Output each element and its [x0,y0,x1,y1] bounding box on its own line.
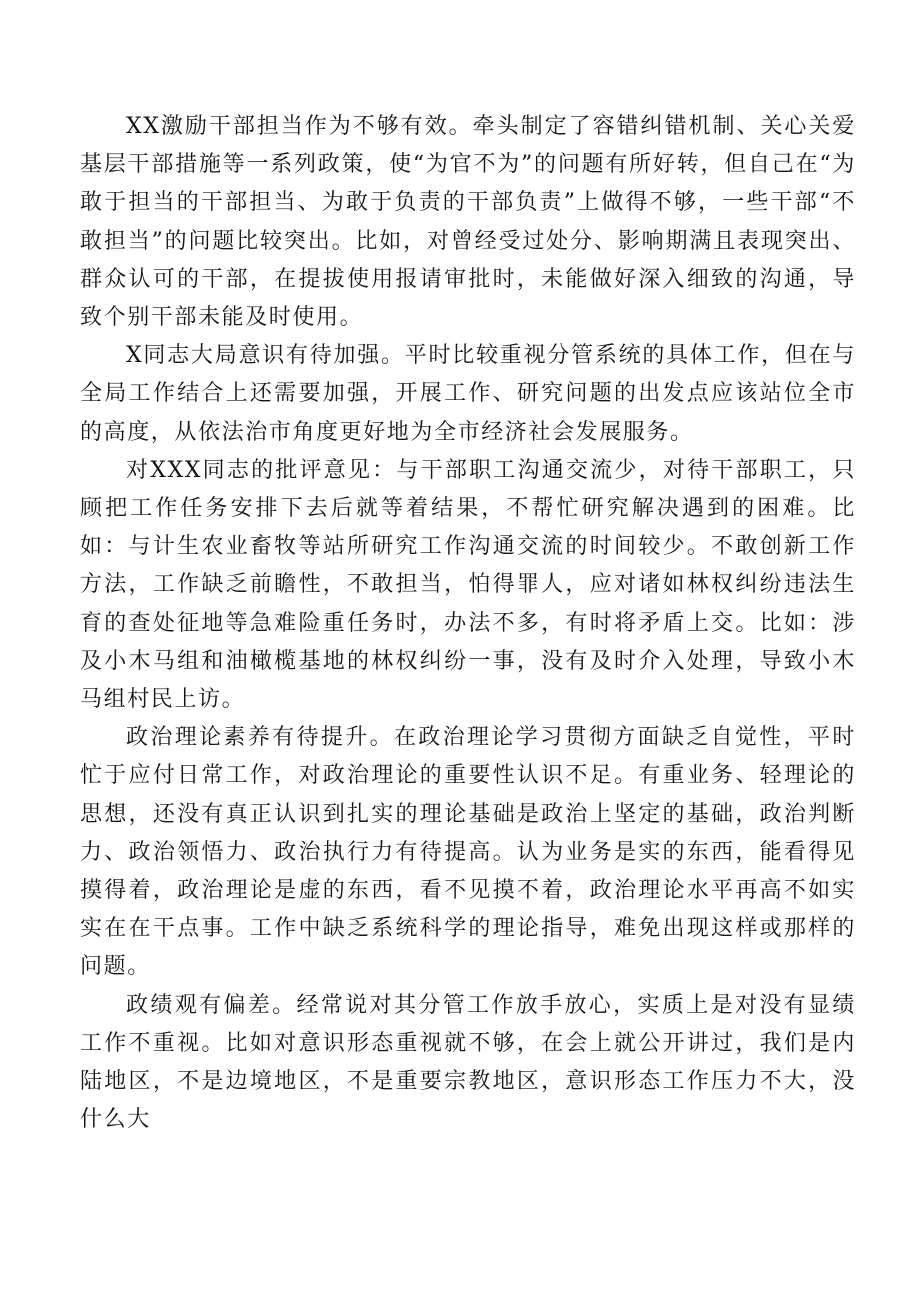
paragraph: 政治理论素养有待提升。在政治理论学习贯彻方面缺乏自觉性，平时忙于应付日常工作，对政治理论的重要性认识不足。有重业务、轻理论的思想，还没有真正认识到扎实的理论基础是政治上坚定的基础，政治判断力、政治领悟力、政治执行力有待提高。认为业务是实的东西，能看得见摸得着，政治理论是虚的东西，看不见摸不着，政治理论水平再高不如实实在在干点事。工作中缺乏系统科学的理论指导，难免出现这样或那样的问题。 [80,725,856,980]
paragraph: X同志大局意识有待加强。平时比较重视分管系统的具体工作，但在与全局工作结合上还需要加强，开展工作、研究问题的出发点应该站位全市的高度，从依法治市角度更好地为全市经济社会发展服务。 [80,343,856,445]
paragraph: 对XXX同志的批评意见：与干部职工沟通交流少，对待干部职工，只顾把工作任务安排下去后就等着结果，不帮忙研究解决遇到的困难。比如：与计生农业畜牧等站所研究工作沟通交流的时间较少。不敢创新工作方法，工作缺乏前瞻性，不敢担当，怕得罪人，应对诸如林权纠纷违法生育的查处征地等急难险重任务时，办法不多，有时将矛盾上交。比如：涉及小木马组和油橄榄基地的林权纠纷一事，没有及时介入处理，导致小木马组村民上访。 [80,457,856,713]
paragraph: XX激励干部担当作为不够有效。牵头制定了容错纠错机制、关心关爱基层干部措施等一系列政策，使“为官不为”的问题有所好转，但自己在“为敢于担当的干部担当、为敢于负责的干部负责”上做得不够，一些干部“不敢担当”的问题比较突出。比如，对曾经受过处分、影响期满且表现突出、群众认可的干部，在提拔使用报请审批时，未能做好深入细致的沟通，导致个别干部未能及时使用。 [80,114,856,331]
document-body [80,108,856,1139]
paragraph: 政绩观有偏差。经常说对其分管工作放手放心，实质上是对没有显绩工作不重视。比如对意识形态重视就不够，在会上就公开讲过，我们是内陆地区，不是边境地区，不是重要宗教地区，意识形态工作压力不大，没什么大 [80,992,856,1133]
